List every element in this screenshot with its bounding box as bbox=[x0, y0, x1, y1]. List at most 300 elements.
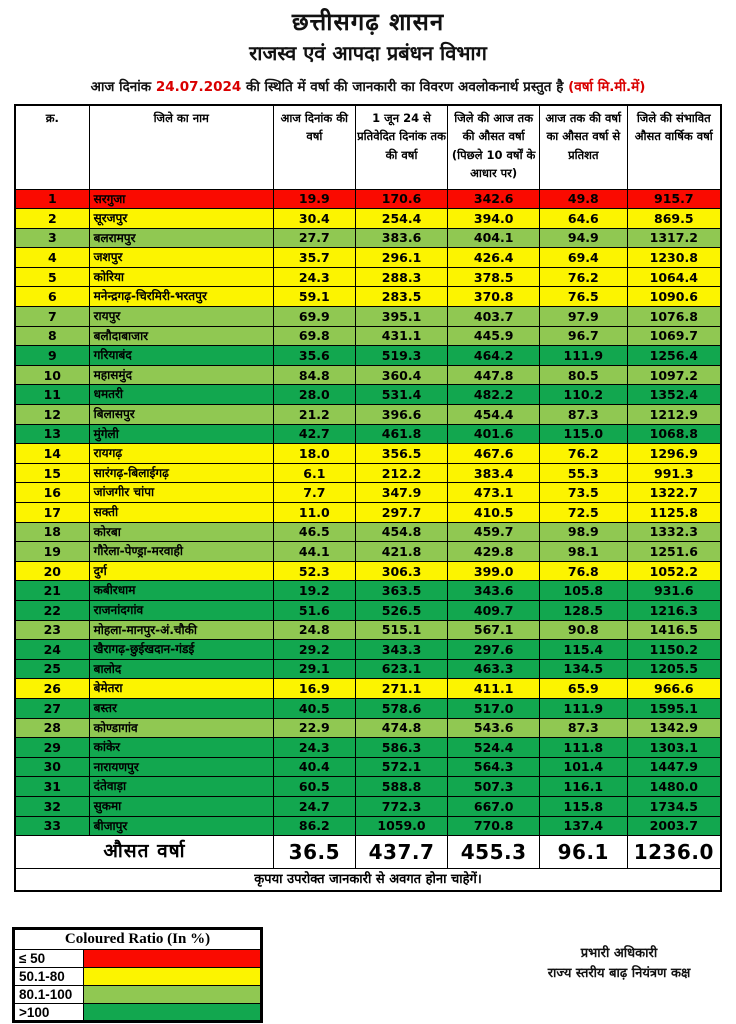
cell-since-june: 431.1 bbox=[355, 326, 447, 346]
cell-since-june: 395.1 bbox=[355, 307, 447, 327]
cell-avg-to-date: 399.0 bbox=[448, 561, 540, 581]
cell-since-june: 212.2 bbox=[355, 463, 447, 483]
table-note: कृपया उपरोक्त जानकारी से अवगत होना चाहेगें। bbox=[15, 869, 721, 891]
cell-today-rain: 24.7 bbox=[273, 796, 355, 816]
cell-percent: 80.5 bbox=[540, 365, 628, 385]
cell-percent: 98.9 bbox=[540, 522, 628, 542]
cell-serial: 29 bbox=[15, 738, 89, 758]
cell-since-june: 363.5 bbox=[355, 581, 447, 601]
cell-today-rain: 46.5 bbox=[273, 522, 355, 542]
cell-serial: 22 bbox=[15, 600, 89, 620]
table-row bbox=[15, 209, 721, 229]
cell-since-june: 347.9 bbox=[355, 483, 447, 503]
cell-percent: 87.3 bbox=[540, 718, 628, 738]
cell-avg-to-date: 342.6 bbox=[448, 189, 540, 209]
cell-avg-to-date: 409.7 bbox=[448, 600, 540, 620]
cell-serial: 18 bbox=[15, 522, 89, 542]
cell-avg-to-date: 429.8 bbox=[448, 542, 540, 562]
cell-percent: 110.2 bbox=[540, 385, 628, 405]
cell-avg-to-date: 473.1 bbox=[448, 483, 540, 503]
col-header-annual-avg: जिले की संभावित औसत वार्षिक वर्षा bbox=[627, 105, 721, 189]
cell-since-june: 356.5 bbox=[355, 444, 447, 464]
page-title: छत्तीसगढ़ शासन bbox=[291, 8, 445, 36]
cell-since-june: 170.6 bbox=[355, 189, 447, 209]
cell-since-june: 578.6 bbox=[355, 698, 447, 718]
cell-district: कबीरधाम bbox=[89, 581, 273, 601]
cell-today-rain: 51.6 bbox=[273, 600, 355, 620]
cell-serial: 19 bbox=[15, 542, 89, 562]
cell-percent: 137.4 bbox=[540, 816, 628, 836]
cell-district: दंतेवाड़ा bbox=[89, 777, 273, 797]
cell-annual-avg: 1097.2 bbox=[627, 365, 721, 385]
cell-district: सक्ती bbox=[89, 503, 273, 523]
cell-today-rain: 24.3 bbox=[273, 267, 355, 287]
cell-serial: 1 bbox=[15, 189, 89, 209]
legend-color-swatch bbox=[84, 968, 262, 986]
table-row bbox=[15, 307, 721, 327]
cell-since-june: 396.6 bbox=[355, 405, 447, 425]
note-row bbox=[15, 869, 721, 891]
cell-annual-avg: 869.5 bbox=[627, 209, 721, 229]
cell-annual-avg: 1069.7 bbox=[627, 326, 721, 346]
cell-serial: 8 bbox=[15, 326, 89, 346]
cell-avg-to-date: 403.7 bbox=[448, 307, 540, 327]
cell-district: बिलासपुर bbox=[89, 405, 273, 425]
cell-serial: 11 bbox=[15, 385, 89, 405]
cell-percent: 115.8 bbox=[540, 796, 628, 816]
cell-avg-to-date: 370.8 bbox=[448, 287, 540, 307]
average-since-june: 437.7 bbox=[355, 836, 447, 869]
cell-percent: 111.8 bbox=[540, 738, 628, 758]
col-header-today-rain: आज दिनांक की वर्षा bbox=[273, 105, 355, 189]
cell-annual-avg: 931.6 bbox=[627, 581, 721, 601]
col-header-district: जिले का नाम bbox=[89, 105, 273, 189]
table-row bbox=[15, 287, 721, 307]
cell-annual-avg: 966.6 bbox=[627, 679, 721, 699]
table-row bbox=[15, 620, 721, 640]
table-row bbox=[15, 503, 721, 523]
cell-today-rain: 28.0 bbox=[273, 385, 355, 405]
signature-designation: प्रभारी अधिकारी bbox=[580, 946, 658, 961]
cell-annual-avg: 1352.4 bbox=[627, 385, 721, 405]
cell-percent: 94.9 bbox=[540, 228, 628, 248]
cell-percent: 98.1 bbox=[540, 542, 628, 562]
cell-today-rain: 44.1 bbox=[273, 542, 355, 562]
cell-since-june: 283.5 bbox=[355, 287, 447, 307]
cell-today-rain: 21.2 bbox=[273, 405, 355, 425]
table-row bbox=[15, 738, 721, 758]
cell-percent: 105.8 bbox=[540, 581, 628, 601]
average-label: औसत वर्षा bbox=[15, 836, 273, 869]
cell-today-rain: 22.9 bbox=[273, 718, 355, 738]
cell-district: सुकमा bbox=[89, 796, 273, 816]
cell-since-june: 531.4 bbox=[355, 385, 447, 405]
legend-color-swatch bbox=[84, 1004, 262, 1022]
cell-district: नारायणपुर bbox=[89, 757, 273, 777]
cell-today-rain: 60.5 bbox=[273, 777, 355, 797]
cell-avg-to-date: 507.3 bbox=[448, 777, 540, 797]
cell-annual-avg: 1296.9 bbox=[627, 444, 721, 464]
cell-today-rain: 11.0 bbox=[273, 503, 355, 523]
table-row bbox=[15, 542, 721, 562]
cell-serial: 25 bbox=[15, 659, 89, 679]
cell-annual-avg: 1230.8 bbox=[627, 248, 721, 268]
cell-annual-avg: 1068.8 bbox=[627, 424, 721, 444]
legend-color-swatch bbox=[84, 950, 262, 968]
table-row bbox=[15, 659, 721, 679]
table-row bbox=[15, 346, 721, 366]
cell-since-june: 519.3 bbox=[355, 346, 447, 366]
col-header-since-june: 1 जून 24 से प्रतिवेदित दिनांक तक की वर्षा bbox=[355, 105, 447, 189]
cell-avg-to-date: 467.6 bbox=[448, 444, 540, 464]
cell-today-rain: 27.7 bbox=[273, 228, 355, 248]
cell-percent: 76.2 bbox=[540, 267, 628, 287]
cell-since-june: 360.4 bbox=[355, 365, 447, 385]
date-line-prefix: आज दिनांक bbox=[90, 79, 156, 95]
cell-avg-to-date: 445.9 bbox=[448, 326, 540, 346]
cell-since-june: 586.3 bbox=[355, 738, 447, 758]
cell-today-rain: 84.8 bbox=[273, 365, 355, 385]
cell-district: महासमुंद bbox=[89, 365, 273, 385]
cell-district: बीजापुर bbox=[89, 816, 273, 836]
cell-district: कोरिया bbox=[89, 267, 273, 287]
cell-since-june: 515.1 bbox=[355, 620, 447, 640]
cell-avg-to-date: 378.5 bbox=[448, 267, 540, 287]
cell-avg-to-date: 401.6 bbox=[448, 424, 540, 444]
cell-serial: 10 bbox=[15, 365, 89, 385]
cell-today-rain: 35.7 bbox=[273, 248, 355, 268]
cell-percent: 64.6 bbox=[540, 209, 628, 229]
average-row bbox=[15, 836, 721, 869]
average-percent: 96.1 bbox=[540, 836, 628, 869]
cell-percent: 111.9 bbox=[540, 698, 628, 718]
cell-today-rain: 59.1 bbox=[273, 287, 355, 307]
report-date: 24.07.2024 bbox=[155, 79, 242, 95]
cell-since-june: 343.3 bbox=[355, 640, 447, 660]
cell-percent: 96.7 bbox=[540, 326, 628, 346]
cell-annual-avg: 1205.5 bbox=[627, 659, 721, 679]
cell-annual-avg: 1256.4 bbox=[627, 346, 721, 366]
cell-serial: 17 bbox=[15, 503, 89, 523]
table-row bbox=[15, 718, 721, 738]
unit-note: (वर्षा मि.मी.में) bbox=[568, 79, 646, 95]
cell-serial: 24 bbox=[15, 640, 89, 660]
cell-percent: 101.4 bbox=[540, 757, 628, 777]
cell-annual-avg: 1076.8 bbox=[627, 307, 721, 327]
table-row bbox=[15, 581, 721, 601]
legend-range-label: ≤ 50 bbox=[14, 950, 84, 968]
cell-since-june: 772.3 bbox=[355, 796, 447, 816]
legend-color-swatch bbox=[84, 986, 262, 1004]
cell-district: जशपुर bbox=[89, 248, 273, 268]
cell-percent: 115.4 bbox=[540, 640, 628, 660]
cell-annual-avg: 1251.6 bbox=[627, 542, 721, 562]
cell-district: गौरेला-पेण्ड्रा-मरवाही bbox=[89, 542, 273, 562]
cell-percent: 49.8 bbox=[540, 189, 628, 209]
table-row bbox=[15, 385, 721, 405]
cell-serial: 20 bbox=[15, 561, 89, 581]
cell-avg-to-date: 447.8 bbox=[448, 365, 540, 385]
cell-percent: 111.9 bbox=[540, 346, 628, 366]
table-row bbox=[15, 777, 721, 797]
cell-percent: 128.5 bbox=[540, 600, 628, 620]
cell-percent: 90.8 bbox=[540, 620, 628, 640]
cell-annual-avg: 1317.2 bbox=[627, 228, 721, 248]
cell-today-rain: 35.6 bbox=[273, 346, 355, 366]
cell-since-june: 271.1 bbox=[355, 679, 447, 699]
cell-serial: 14 bbox=[15, 444, 89, 464]
cell-serial: 13 bbox=[15, 424, 89, 444]
cell-today-rain: 40.5 bbox=[273, 698, 355, 718]
cell-serial: 26 bbox=[15, 679, 89, 699]
table-row bbox=[15, 463, 721, 483]
cell-today-rain: 18.0 bbox=[273, 444, 355, 464]
cell-percent: 55.3 bbox=[540, 463, 628, 483]
cell-since-june: 421.8 bbox=[355, 542, 447, 562]
cell-serial: 7 bbox=[15, 307, 89, 327]
cell-since-june: 254.4 bbox=[355, 209, 447, 229]
legend-item-row bbox=[14, 950, 262, 968]
page-subtitle: राजस्व एवं आपदा प्रबंधन विभाग bbox=[249, 41, 487, 65]
cell-today-rain: 69.8 bbox=[273, 326, 355, 346]
cell-annual-avg: 1734.5 bbox=[627, 796, 721, 816]
table-row bbox=[15, 698, 721, 718]
legend-item-row bbox=[14, 1004, 262, 1022]
table-row bbox=[15, 444, 721, 464]
cell-serial: 23 bbox=[15, 620, 89, 640]
table-row bbox=[15, 326, 721, 346]
table-row bbox=[15, 228, 721, 248]
cell-annual-avg: 1150.2 bbox=[627, 640, 721, 660]
cell-since-june: 572.1 bbox=[355, 757, 447, 777]
cell-avg-to-date: 411.1 bbox=[448, 679, 540, 699]
cell-today-rain: 42.7 bbox=[273, 424, 355, 444]
legend-range-label: 80.1-100 bbox=[14, 986, 84, 1004]
cell-district: बलौदाबाजार bbox=[89, 326, 273, 346]
legend-range-label: 50.1-80 bbox=[14, 968, 84, 986]
rainfall-table bbox=[14, 104, 722, 892]
cell-annual-avg: 1090.6 bbox=[627, 287, 721, 307]
cell-avg-to-date: 343.6 bbox=[448, 581, 540, 601]
cell-avg-to-date: 297.6 bbox=[448, 640, 540, 660]
legend-body bbox=[14, 929, 262, 1022]
col-header-avg-to-date: जिले की आज तक की औसत वर्षा (पिछले 10 वर्षों के आधार पर) bbox=[448, 105, 540, 189]
cell-avg-to-date: 543.6 bbox=[448, 718, 540, 738]
cell-serial: 5 bbox=[15, 267, 89, 287]
cell-avg-to-date: 394.0 bbox=[448, 209, 540, 229]
cell-annual-avg: 1416.5 bbox=[627, 620, 721, 640]
cell-annual-avg: 1052.2 bbox=[627, 561, 721, 581]
cell-today-rain: 19.9 bbox=[273, 189, 355, 209]
cell-today-rain: 69.9 bbox=[273, 307, 355, 327]
cell-serial: 4 bbox=[15, 248, 89, 268]
cell-percent: 73.5 bbox=[540, 483, 628, 503]
cell-serial: 12 bbox=[15, 405, 89, 425]
cell-annual-avg: 1303.1 bbox=[627, 738, 721, 758]
cell-district: सूरजपुर bbox=[89, 209, 273, 229]
cell-district: बेमेतरा bbox=[89, 679, 273, 699]
table-row bbox=[15, 640, 721, 660]
average-annual: 1236.0 bbox=[627, 836, 721, 869]
table-header-row bbox=[15, 105, 721, 189]
cell-serial: 27 bbox=[15, 698, 89, 718]
cell-since-june: 623.1 bbox=[355, 659, 447, 679]
cell-today-rain: 24.3 bbox=[273, 738, 355, 758]
cell-today-rain: 24.8 bbox=[273, 620, 355, 640]
cell-district: सारंगढ़-बिलाईगढ़ bbox=[89, 463, 273, 483]
cell-district: बालोद bbox=[89, 659, 273, 679]
cell-annual-avg: 1212.9 bbox=[627, 405, 721, 425]
cell-percent: 76.8 bbox=[540, 561, 628, 581]
cell-annual-avg: 1447.9 bbox=[627, 757, 721, 777]
table-row bbox=[15, 679, 721, 699]
cell-today-rain: 29.2 bbox=[273, 640, 355, 660]
cell-today-rain: 16.9 bbox=[273, 679, 355, 699]
cell-serial: 28 bbox=[15, 718, 89, 738]
cell-serial: 21 bbox=[15, 581, 89, 601]
cell-district: बस्तर bbox=[89, 698, 273, 718]
cell-since-june: 297.7 bbox=[355, 503, 447, 523]
table-row bbox=[15, 189, 721, 209]
cell-district: धमतरी bbox=[89, 385, 273, 405]
table-row bbox=[15, 522, 721, 542]
table-row bbox=[15, 424, 721, 444]
cell-since-june: 306.3 bbox=[355, 561, 447, 581]
cell-avg-to-date: 463.3 bbox=[448, 659, 540, 679]
table-row bbox=[15, 267, 721, 287]
cell-serial: 6 bbox=[15, 287, 89, 307]
cell-percent: 116.1 bbox=[540, 777, 628, 797]
date-line bbox=[0, 77, 736, 95]
cell-annual-avg: 991.3 bbox=[627, 463, 721, 483]
cell-district: गरियाबंद bbox=[89, 346, 273, 366]
table-row bbox=[15, 600, 721, 620]
cell-since-june: 383.6 bbox=[355, 228, 447, 248]
cell-annual-avg: 1216.3 bbox=[627, 600, 721, 620]
cell-avg-to-date: 524.4 bbox=[448, 738, 540, 758]
cell-percent: 76.2 bbox=[540, 444, 628, 464]
cell-serial: 3 bbox=[15, 228, 89, 248]
cell-annual-avg: 1595.1 bbox=[627, 698, 721, 718]
legend-item-row bbox=[14, 968, 262, 986]
cell-serial: 31 bbox=[15, 777, 89, 797]
signature-block bbox=[514, 944, 724, 984]
cell-annual-avg: 1332.3 bbox=[627, 522, 721, 542]
table-row bbox=[15, 405, 721, 425]
cell-serial: 15 bbox=[15, 463, 89, 483]
cell-annual-avg: 1125.8 bbox=[627, 503, 721, 523]
cell-district: मुंगेली bbox=[89, 424, 273, 444]
cell-annual-avg: 1064.4 bbox=[627, 267, 721, 287]
cell-annual-avg: 1342.9 bbox=[627, 718, 721, 738]
table-row bbox=[15, 248, 721, 268]
legend-range-label: >100 bbox=[14, 1004, 84, 1022]
cell-district: बलरामपुर bbox=[89, 228, 273, 248]
cell-serial: 2 bbox=[15, 209, 89, 229]
cell-since-june: 1059.0 bbox=[355, 816, 447, 836]
district-table-body bbox=[15, 189, 721, 836]
cell-avg-to-date: 517.0 bbox=[448, 698, 540, 718]
cell-avg-to-date: 383.4 bbox=[448, 463, 540, 483]
cell-district: राजनांदगांव bbox=[89, 600, 273, 620]
cell-today-rain: 6.1 bbox=[273, 463, 355, 483]
cell-avg-to-date: 426.4 bbox=[448, 248, 540, 268]
cell-avg-to-date: 567.1 bbox=[448, 620, 540, 640]
cell-since-june: 526.5 bbox=[355, 600, 447, 620]
cell-today-rain: 52.3 bbox=[273, 561, 355, 581]
cell-annual-avg: 1480.0 bbox=[627, 777, 721, 797]
cell-since-june: 288.3 bbox=[355, 267, 447, 287]
table-row bbox=[15, 561, 721, 581]
col-header-serial: क्र. bbox=[15, 105, 89, 189]
cell-today-rain: 40.4 bbox=[273, 757, 355, 777]
cell-today-rain: 30.4 bbox=[273, 209, 355, 229]
legend-item-row bbox=[14, 986, 262, 1004]
cell-percent: 65.9 bbox=[540, 679, 628, 699]
cell-since-june: 588.8 bbox=[355, 777, 447, 797]
cell-serial: 9 bbox=[15, 346, 89, 366]
cell-today-rain: 19.2 bbox=[273, 581, 355, 601]
cell-serial: 32 bbox=[15, 796, 89, 816]
cell-percent: 69.4 bbox=[540, 248, 628, 268]
cell-annual-avg: 2003.7 bbox=[627, 816, 721, 836]
cell-percent: 134.5 bbox=[540, 659, 628, 679]
color-legend bbox=[12, 927, 263, 1023]
cell-percent: 87.3 bbox=[540, 405, 628, 425]
cell-today-rain: 86.2 bbox=[273, 816, 355, 836]
table-row bbox=[15, 796, 721, 816]
cell-avg-to-date: 564.3 bbox=[448, 757, 540, 777]
cell-since-june: 461.8 bbox=[355, 424, 447, 444]
cell-district: जांजगीर चांपा bbox=[89, 483, 273, 503]
col-header-percent: आज तक की वर्षा का औसत वर्षा से प्रतिशत bbox=[540, 105, 628, 189]
cell-serial: 33 bbox=[15, 816, 89, 836]
date-line-middle: की स्थिति में वर्षा की जानकारी का विवरण अवलोकनार्थ प्रस्तुत है bbox=[241, 79, 569, 95]
cell-avg-to-date: 459.7 bbox=[448, 522, 540, 542]
cell-serial: 30 bbox=[15, 757, 89, 777]
cell-avg-to-date: 482.2 bbox=[448, 385, 540, 405]
cell-district: कोण्डागांव bbox=[89, 718, 273, 738]
cell-today-rain: 7.7 bbox=[273, 483, 355, 503]
cell-avg-to-date: 464.2 bbox=[448, 346, 540, 366]
cell-since-june: 474.8 bbox=[355, 718, 447, 738]
cell-since-june: 296.1 bbox=[355, 248, 447, 268]
cell-percent: 115.0 bbox=[540, 424, 628, 444]
cell-avg-to-date: 770.8 bbox=[448, 816, 540, 836]
cell-annual-avg: 915.7 bbox=[627, 189, 721, 209]
cell-annual-avg: 1322.7 bbox=[627, 483, 721, 503]
table-row bbox=[15, 483, 721, 503]
cell-district: कोरबा bbox=[89, 522, 273, 542]
cell-district: दुर्ग bbox=[89, 561, 273, 581]
cell-district: मनेन्द्रगढ़-चिरमिरी-भरतपुर bbox=[89, 287, 273, 307]
cell-percent: 72.5 bbox=[540, 503, 628, 523]
table-row bbox=[15, 757, 721, 777]
legend-title: Coloured Ratio (In %) bbox=[14, 929, 262, 950]
cell-percent: 76.5 bbox=[540, 287, 628, 307]
average-today: 36.5 bbox=[273, 836, 355, 869]
cell-avg-to-date: 404.1 bbox=[448, 228, 540, 248]
cell-district: सरगुजा bbox=[89, 189, 273, 209]
cell-serial: 16 bbox=[15, 483, 89, 503]
average-avg-to-date: 455.3 bbox=[448, 836, 540, 869]
table-row bbox=[15, 816, 721, 836]
cell-district: खैरागढ़-छुईखदान-गंडई bbox=[89, 640, 273, 660]
cell-avg-to-date: 410.5 bbox=[448, 503, 540, 523]
cell-today-rain: 29.1 bbox=[273, 659, 355, 679]
cell-district: रायगढ़ bbox=[89, 444, 273, 464]
cell-district: मोहला-मानपुर-अं.चौकी bbox=[89, 620, 273, 640]
